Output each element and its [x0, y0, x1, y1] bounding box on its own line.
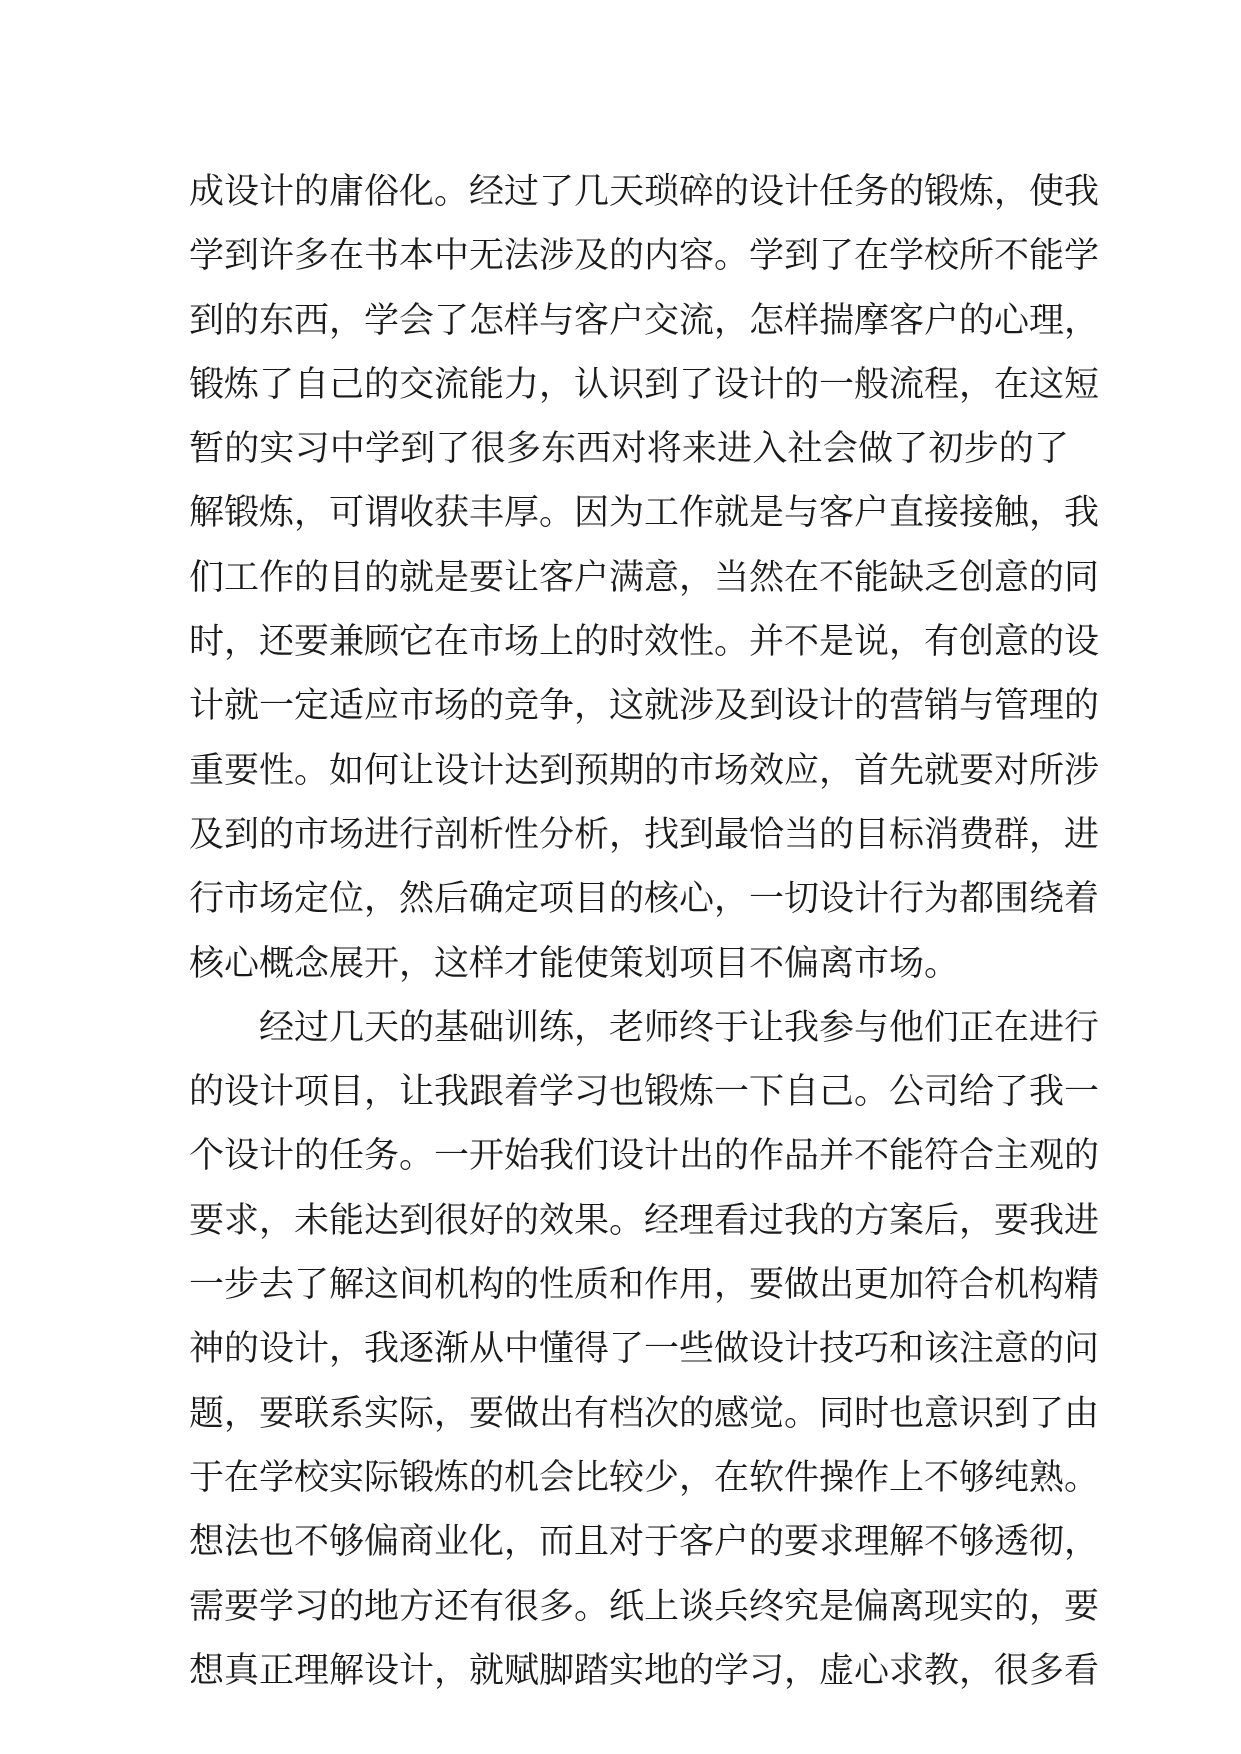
paragraph-first-line: 经过几天的基础训练，老师终于让我参与他们正在进行: [259, 1007, 1100, 1048]
text-line: 核心概念展开，这样才能使策划项目不偏离市场。: [189, 943, 960, 984]
text-line: 神的设计，我逐渐从中懂得了一些做设计技巧和该注意的问: [189, 1329, 1100, 1370]
text-line: 想法也不够偏商业化，而且对于客户的要求理解不够透彻，: [189, 1522, 1100, 1563]
text-line: 行市场定位，然后确定项目的核心，一切设计行为都围绕着: [189, 879, 1100, 920]
text-line: 题，要联系实际，要做出有档次的感觉。同时也意识到了由: [189, 1393, 1100, 1434]
body-text: [189, 160, 1100, 1703]
text-line: 锻炼了自己的交流能力，认识到了设计的一般流程，在这短: [189, 364, 1100, 405]
text-line: 于在学校实际锻炼的机会比较少，在软件操作上不够纯熟。: [189, 1457, 1100, 1498]
text-line: 及到的市场进行剖析性分析，找到最恰当的目标消费群，进: [189, 814, 1100, 855]
text-line: 学到许多在书本中无法涉及的内容。学到了在学校所不能学: [189, 236, 1100, 277]
text-line: 成设计的庸俗化。经过了几天琐碎的设计任务的锻炼，使我: [189, 172, 1100, 212]
text-line: 暂的实习中学到了很多东西对将来进入社会做了初步的了: [189, 429, 1069, 470]
text-line: 重要性。如何让设计达到预期的市场效应，首先就要对所涉: [189, 750, 1100, 791]
text-line: 要求，未能达到很好的效果。经理看过我的方案后，要我进: [189, 1200, 1100, 1241]
text-line: 需要学习的地方还有很多。纸上谈兵终究是偏离现实的，要: [189, 1586, 1100, 1627]
text-line: 时，还要兼顾它在市场上的时效性。并不是说，有创意的设: [189, 622, 1100, 663]
text-line: 们工作的目的就是要让客户满意，当然在不能缺乏创意的同: [189, 557, 1100, 598]
text-line: 到的东西，学会了怎样与客户交流，怎样揣摩客户的心理，: [189, 300, 1100, 341]
text-line: 解锻炼，可谓收获丰厚。因为工作就是与客户直接接触，我: [189, 493, 1100, 534]
text-line: 的设计项目，让我跟着学习也锻炼一下自己。公司给了我一: [189, 1072, 1100, 1113]
text-line: 想真正理解设计，就赋脚踏实地的学习，虚心求教，很多看: [189, 1650, 1100, 1691]
text-line: 个设计的任务。一开始我们设计出的作品并不能符合主观的: [189, 1136, 1100, 1177]
text-line: 计就一定适应市场的竞争，这就涉及到设计的营销与管理的: [189, 686, 1100, 727]
text-line: 一步去了解这间机构的性质和作用，要做出更加符合机构精: [189, 1265, 1100, 1306]
